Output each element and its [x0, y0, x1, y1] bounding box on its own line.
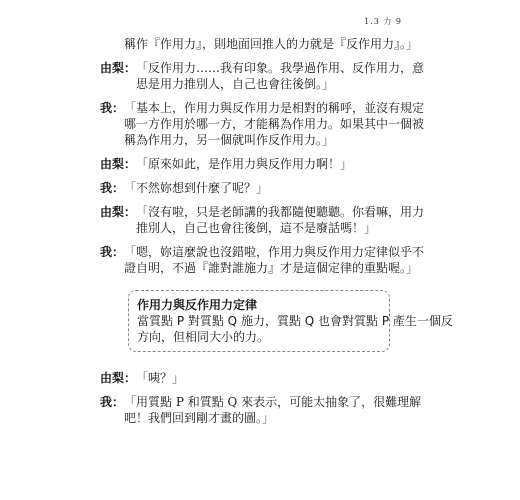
text-line: 「沒有啦，只是老師講的我都隨便聽聽。你看嘛，用力	[136, 205, 425, 219]
text-line: 方向，但相同大小的力。	[137, 330, 270, 344]
speaker-label: 我：	[100, 101, 125, 115]
intro-paragraph	[124, 36, 419, 52]
speaker-label: 由梨：	[100, 205, 137, 219]
callout-title: 作用力與反作用力定律	[137, 298, 258, 312]
speaker-label: 由梨：	[100, 371, 137, 385]
speaker-label: 我：	[100, 181, 125, 195]
speaker-label: 我：	[100, 395, 125, 409]
dialogue-entry	[100, 204, 425, 236]
text-line: 推別人，自己也會往後倒，這不是廢話嗎！」	[136, 221, 377, 235]
text-line: 「咦？」	[136, 371, 185, 385]
page-number: 9	[395, 17, 402, 26]
dialogue-entry	[100, 100, 425, 148]
chapter-title: 力	[383, 17, 393, 26]
dialogue-entry	[100, 370, 396, 386]
text-line: 當質點 P 對質點 Q 施力，質點 Q 也會對質點 P 產生一個反	[137, 314, 453, 328]
running-header	[364, 16, 402, 27]
text-line: 「不然妳想到什麼了呢？」	[124, 181, 269, 195]
text-line: 「基本上，作用力與反作用力是相對的稱呼，並沒有規定	[124, 101, 425, 115]
speaker-label: 由梨：	[100, 61, 137, 75]
text-line: 「反作用力……我有印象。我學過作用、反作用力，意	[136, 61, 425, 75]
text-line: 稱作『作用力』，則地面回推人的力就是『反作用力』。」	[124, 37, 419, 51]
speech-text	[136, 156, 396, 172]
text-line: 「原來如此，是作用力與反作用力啊！」	[136, 157, 353, 171]
speech-text	[124, 244, 424, 276]
dialogue-entry	[100, 156, 396, 172]
text-line: 思是用力推別人，自己也會往後倒。」	[136, 77, 335, 91]
law-callout-box	[128, 290, 453, 352]
speech-text	[124, 394, 421, 426]
text-line: 「用質點 P 和質點 Q 來表示，可能太抽象了，很難理解	[124, 395, 422, 409]
speech-text	[136, 60, 424, 92]
dialogue-entry	[100, 244, 425, 276]
dialogue-entry	[100, 60, 425, 92]
text-line: 吧！我們回到剛才畫的圖。」	[124, 411, 275, 425]
text-line: 哪一方作用於哪一方，才能稱為作用力。如果其中一個被	[124, 117, 425, 131]
text-line: 「嗯，妳這麼說也沒錯啦，作用力與反作用力定律似乎不	[124, 245, 425, 259]
speaker-label: 由梨：	[100, 157, 137, 171]
dialogue-entry	[100, 394, 422, 426]
text-line: 證自明，不過『誰對誰施力』才是這個定律的重點喔。」	[124, 261, 419, 275]
speech-text	[124, 180, 396, 196]
dialogue-entry	[100, 180, 396, 196]
speech-text	[136, 204, 424, 236]
page-body	[100, 36, 453, 434]
speech-text	[136, 370, 396, 386]
speaker-label: 我：	[100, 245, 125, 259]
text-line: 稱為作用力，另一個就叫作反作用力。」	[124, 133, 335, 147]
section-number: 1.3	[364, 17, 380, 26]
speech-text	[124, 100, 424, 148]
